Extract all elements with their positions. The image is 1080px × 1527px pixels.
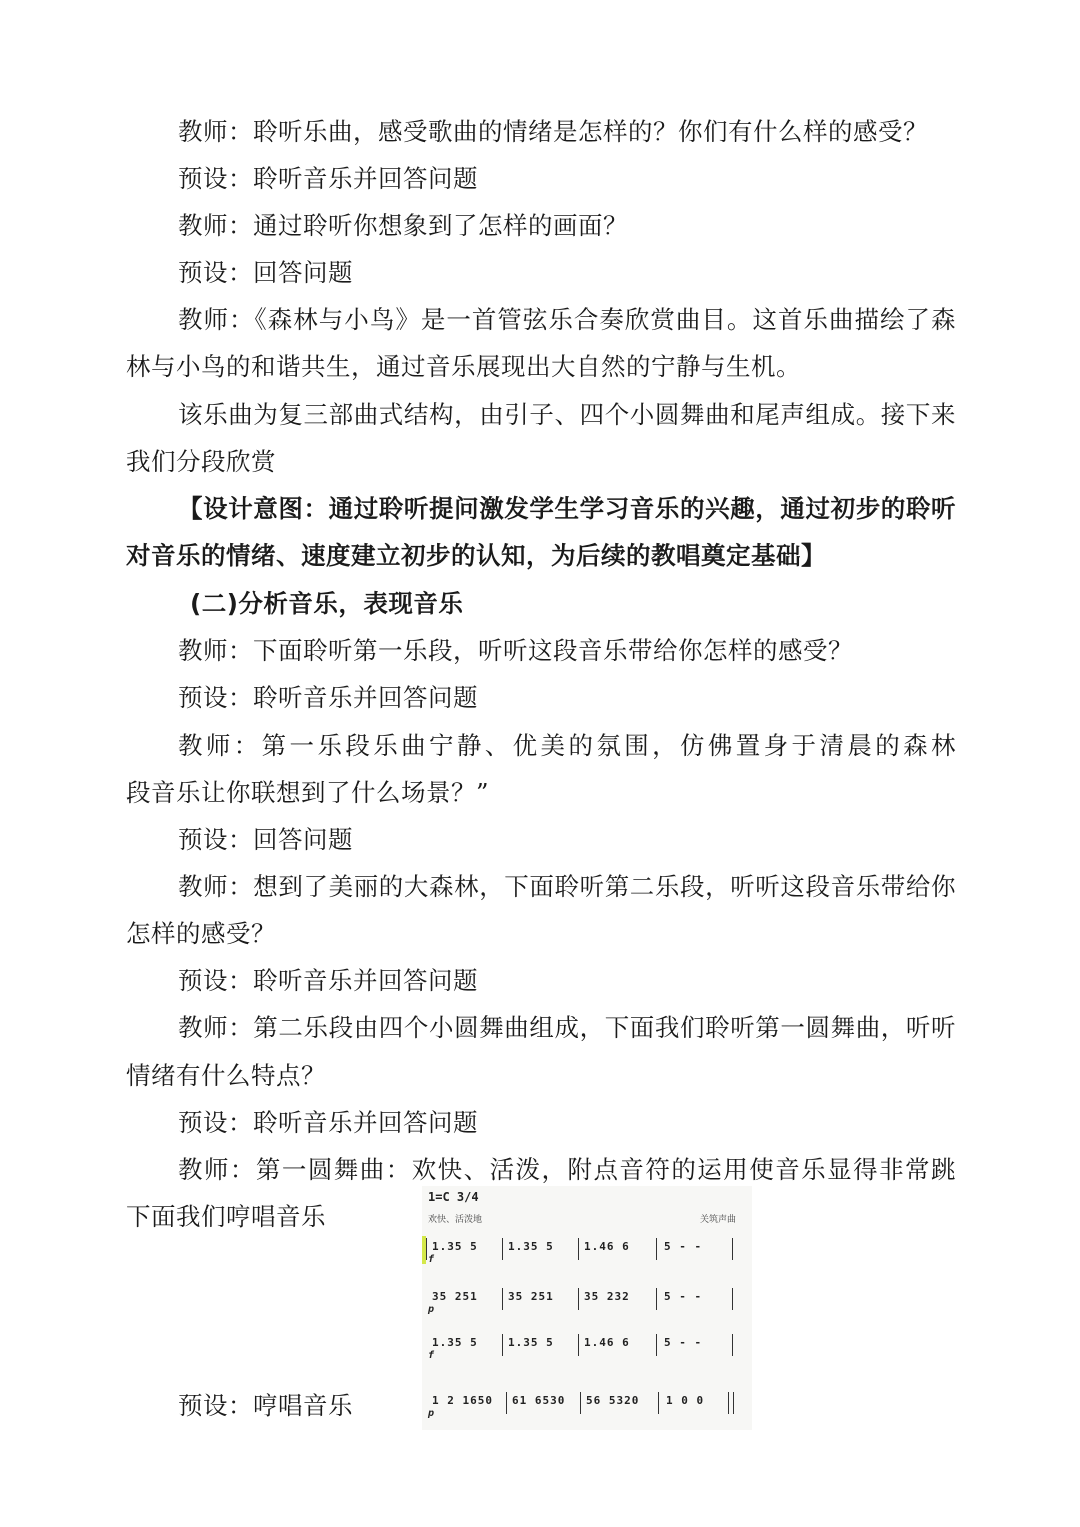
score-row <box>428 1290 744 1320</box>
numbered-music-score <box>422 1186 752 1430</box>
score-row <box>428 1336 744 1366</box>
score-row <box>428 1240 744 1270</box>
section-heading: (二)分析音乐，表现音乐 <box>190 589 464 618</box>
paragraph-line: 预设：聆听音乐并回答问题 <box>178 683 478 712</box>
barline <box>658 1392 659 1414</box>
paragraph-line: 下面我们哼唱音乐 <box>126 1202 326 1231</box>
barline <box>656 1238 657 1260</box>
barline <box>656 1334 657 1356</box>
paragraph-line: 情绪有什么特点？ <box>126 1061 326 1090</box>
score-measure: 1.35 5 <box>508 1240 554 1253</box>
score-dynamic: f <box>428 1254 435 1265</box>
score-measure: 5 - - <box>664 1290 703 1303</box>
score-measure: 1.35 5 <box>508 1336 554 1349</box>
score-measure: 5 - - <box>664 1240 703 1253</box>
paragraph-line: 林与小鸟的和谐共生，通过音乐展现出大自然的宁静与生机。 <box>126 352 801 381</box>
paragraph-line: 教师：通过聆听你想象到了怎样的画面？ <box>178 211 628 240</box>
score-measure: 56 5320 <box>586 1394 640 1407</box>
final-barline <box>728 1392 734 1414</box>
paragraph-line: 教师：《森林与小鸟》是一首管弦乐合奏欣赏曲目。这首乐曲描绘了森 <box>178 305 956 334</box>
barline <box>502 1238 503 1260</box>
score-composer: 关筑声曲 <box>699 1215 736 1225</box>
barline <box>426 1238 427 1260</box>
score-dynamic: f <box>428 1350 435 1361</box>
barline <box>656 1288 657 1310</box>
barline <box>732 1288 733 1310</box>
paragraph-line: 怎样的感受？ <box>126 919 276 948</box>
paragraph-line: 段音乐让你联想到了什么场景？” <box>126 778 490 807</box>
paragraph-line: 该乐曲为复三部曲式结构，由引子、四个小圆舞曲和尾声组成。接下来 <box>178 400 956 429</box>
barline <box>732 1238 733 1260</box>
paragraph-line: 教师：第二乐段由四个小圆舞曲组成，下面我们聆听第一圆舞曲，听听 <box>178 1013 956 1042</box>
score-dynamic: p <box>428 1408 435 1419</box>
score-row <box>428 1394 744 1424</box>
score-measure: 1.35 5 <box>432 1336 478 1349</box>
score-measure: 35 232 <box>584 1290 630 1303</box>
score-measure: 35 251 <box>508 1290 554 1303</box>
paragraph-line: 教师：想到了美丽的大森林，下面聆听第二乐段，听听这段音乐带给你 <box>178 872 956 901</box>
paragraph-line: 预设：回答问题 <box>178 258 353 287</box>
score-measure: 61 6530 <box>512 1394 566 1407</box>
barline <box>578 1238 579 1260</box>
barline <box>578 1334 579 1356</box>
barline <box>502 1288 503 1310</box>
paragraph-line: 预设：哼唱音乐 <box>178 1391 353 1420</box>
score-measure: 1.35 5 <box>432 1240 478 1253</box>
paragraph-line: 预设：聆听音乐并回答问题 <box>178 1108 478 1137</box>
design-intent-line: 【设计意图：通过聆听提问激发学生学习音乐的兴趣，通过初步的聆听 <box>178 494 956 523</box>
barline <box>506 1392 507 1414</box>
score-key-signature: 1=C 3/4 <box>428 1190 479 1204</box>
paragraph-line: 我们分段欣赏 <box>126 447 276 476</box>
paragraph-line: 预设：聆听音乐并回答问题 <box>178 164 478 193</box>
score-dynamic: p <box>428 1304 435 1315</box>
barline <box>732 1334 733 1356</box>
score-measure: 1 2 1650 <box>432 1394 493 1407</box>
barline <box>578 1288 579 1310</box>
paragraph-line: 教师：第一乐段乐曲宁静、优美的氛围，仿佛置身于清晨的森林 <box>178 731 956 760</box>
paragraph-line: 教师：下面聆听第一乐段，听听这段音乐带给你怎样的感受？ <box>178 636 853 665</box>
score-measure: 5 - - <box>664 1336 703 1349</box>
barline <box>502 1334 503 1356</box>
paragraph-line: 教师：聆听乐曲，感受歌曲的情绪是怎样的？你们有什么样的感受？ <box>178 117 928 146</box>
score-measure: 1.46 6 <box>584 1336 630 1349</box>
paragraph-line: 预设：聆听音乐并回答问题 <box>178 966 478 995</box>
paragraph-line: 教师：第一圆舞曲：欢快、活泼，附点音符的运用使音乐显得非常跳 <box>178 1155 956 1184</box>
score-measure: 1.46 6 <box>584 1240 630 1253</box>
score-measure: 35 251 <box>432 1290 478 1303</box>
barline <box>580 1392 581 1414</box>
score-measure: 1 0 0 <box>666 1394 705 1407</box>
design-intent-line: 对音乐的情绪、速度建立初步的认知，为后续的教唱奠定基础】 <box>126 541 826 570</box>
paragraph-line: 预设：回答问题 <box>178 825 353 854</box>
score-tempo-marking: 欢快、活泼地 <box>428 1215 483 1225</box>
